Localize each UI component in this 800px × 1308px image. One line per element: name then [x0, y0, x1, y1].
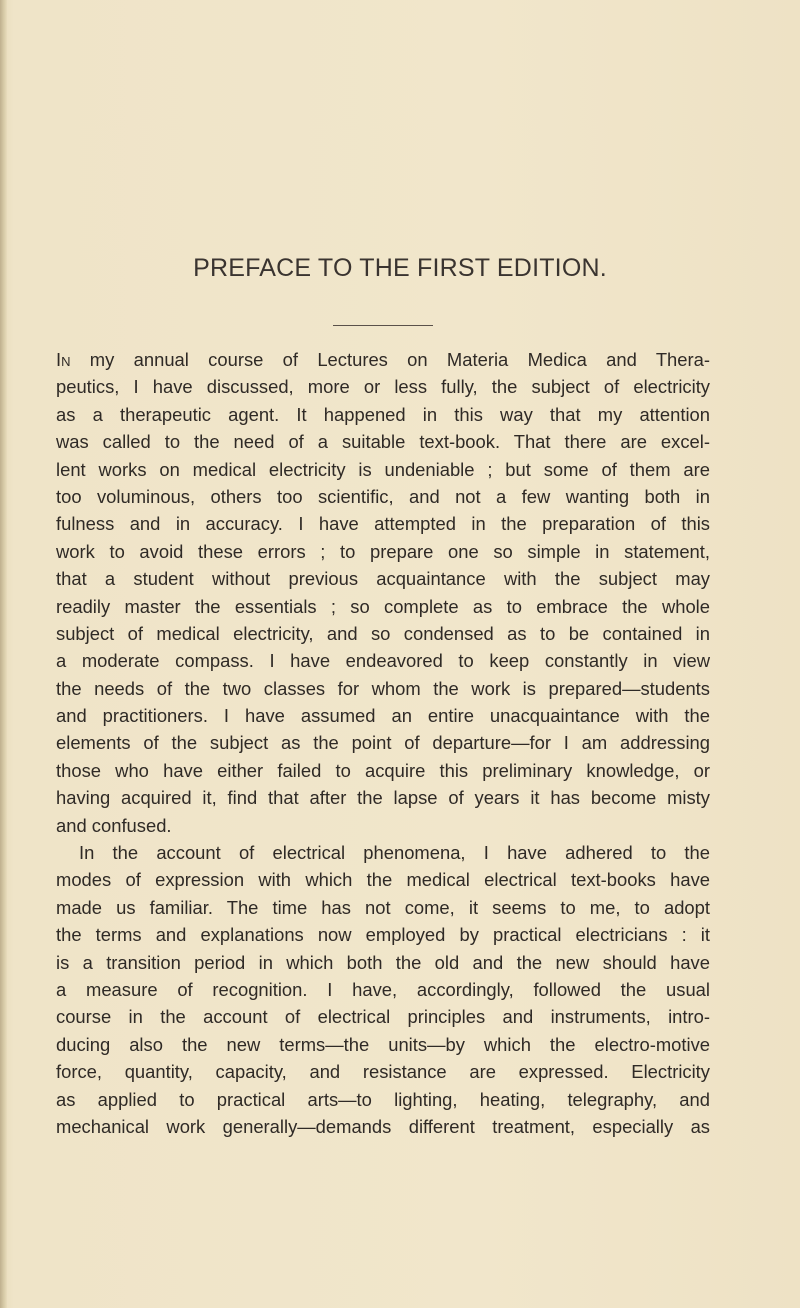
text-line: lent works on medical electricity is undeniable ; but some of them are: [56, 458, 710, 480]
text-line: the needs of the two classes for whom the work is prepared—students: [56, 677, 710, 699]
text-line: and practitioners. I have assumed an entire unacquaintance with the: [56, 705, 710, 727]
text-line: having acquired it, find that after the lapse of years it has become misty: [56, 787, 710, 809]
text-line: elements of the subject as the point of departure—for I am addressing: [56, 732, 710, 754]
text-line: those who have either failed to acquire this preliminary knowledge, or: [56, 759, 710, 781]
text-line: mechanical work generally—demands different treatment, especially as: [56, 1115, 710, 1137]
text-line: course in the account of electrical principles and instruments, intro-: [56, 1006, 710, 1028]
text-line: peutics, I have discussed, more or less fully, the subject of electricity: [56, 376, 710, 398]
text-line: is a transition period in which both the old and the new should have: [56, 951, 710, 973]
text-line: work to avoid these errors ; to prepare one so simple in statement,: [56, 540, 710, 562]
text-line: and confused.: [56, 814, 172, 836]
text-line: that a student without previous acquaintance with the subject may: [56, 568, 710, 590]
text-line: too voluminous, others too scientific, and not a few wanting both in: [56, 485, 710, 507]
text-line: made us familiar. The time has not come, it seems to me, to adopt: [56, 896, 710, 918]
text-line: readily master the essentials ; so complete as to embrace the whole: [56, 595, 710, 617]
text-line: was called to the need of a suitable text-book. That there are excel-: [56, 431, 710, 453]
text-line: force, quantity, capacity, and resistance are expressed. Electricity: [56, 1061, 710, 1083]
binding-edge: [0, 0, 7, 1308]
text-line: as applied to practical arts—to lighting, heating, telegraphy, and: [56, 1088, 710, 1110]
lead-word: In: [56, 349, 71, 370]
preface-text: [56, 346, 710, 1140]
text-line: ducing also the new terms—the units—by which the electro-motive: [56, 1033, 710, 1055]
text-line: fulness and in accuracy. I have attempted in the preparation of this: [56, 513, 710, 535]
text-line: In the account of electrical phenomena, I have adhered to the: [79, 842, 710, 864]
text-line: subject of medical electricity, and so condensed as to be contained in: [56, 622, 710, 644]
text-line: In my annual course of Lectures on Materia Medica and Thera-: [56, 349, 710, 370]
title-rule: [333, 325, 433, 326]
text-line: as a therapeutic agent. It happened in this way that my attention: [56, 403, 710, 425]
page-title: PREFACE TO THE FIRST EDITION.: [193, 254, 607, 282]
text-line: a measure of recognition. I have, accordingly, followed the usual: [56, 978, 710, 1000]
text-line: a moderate compass. I have endeavored to keep constantly in view: [56, 650, 710, 672]
text-line: the terms and explanations now employed by practical electricians : it: [56, 924, 710, 946]
text-line: modes of expression with which the medical electrical text-books have: [56, 869, 710, 891]
